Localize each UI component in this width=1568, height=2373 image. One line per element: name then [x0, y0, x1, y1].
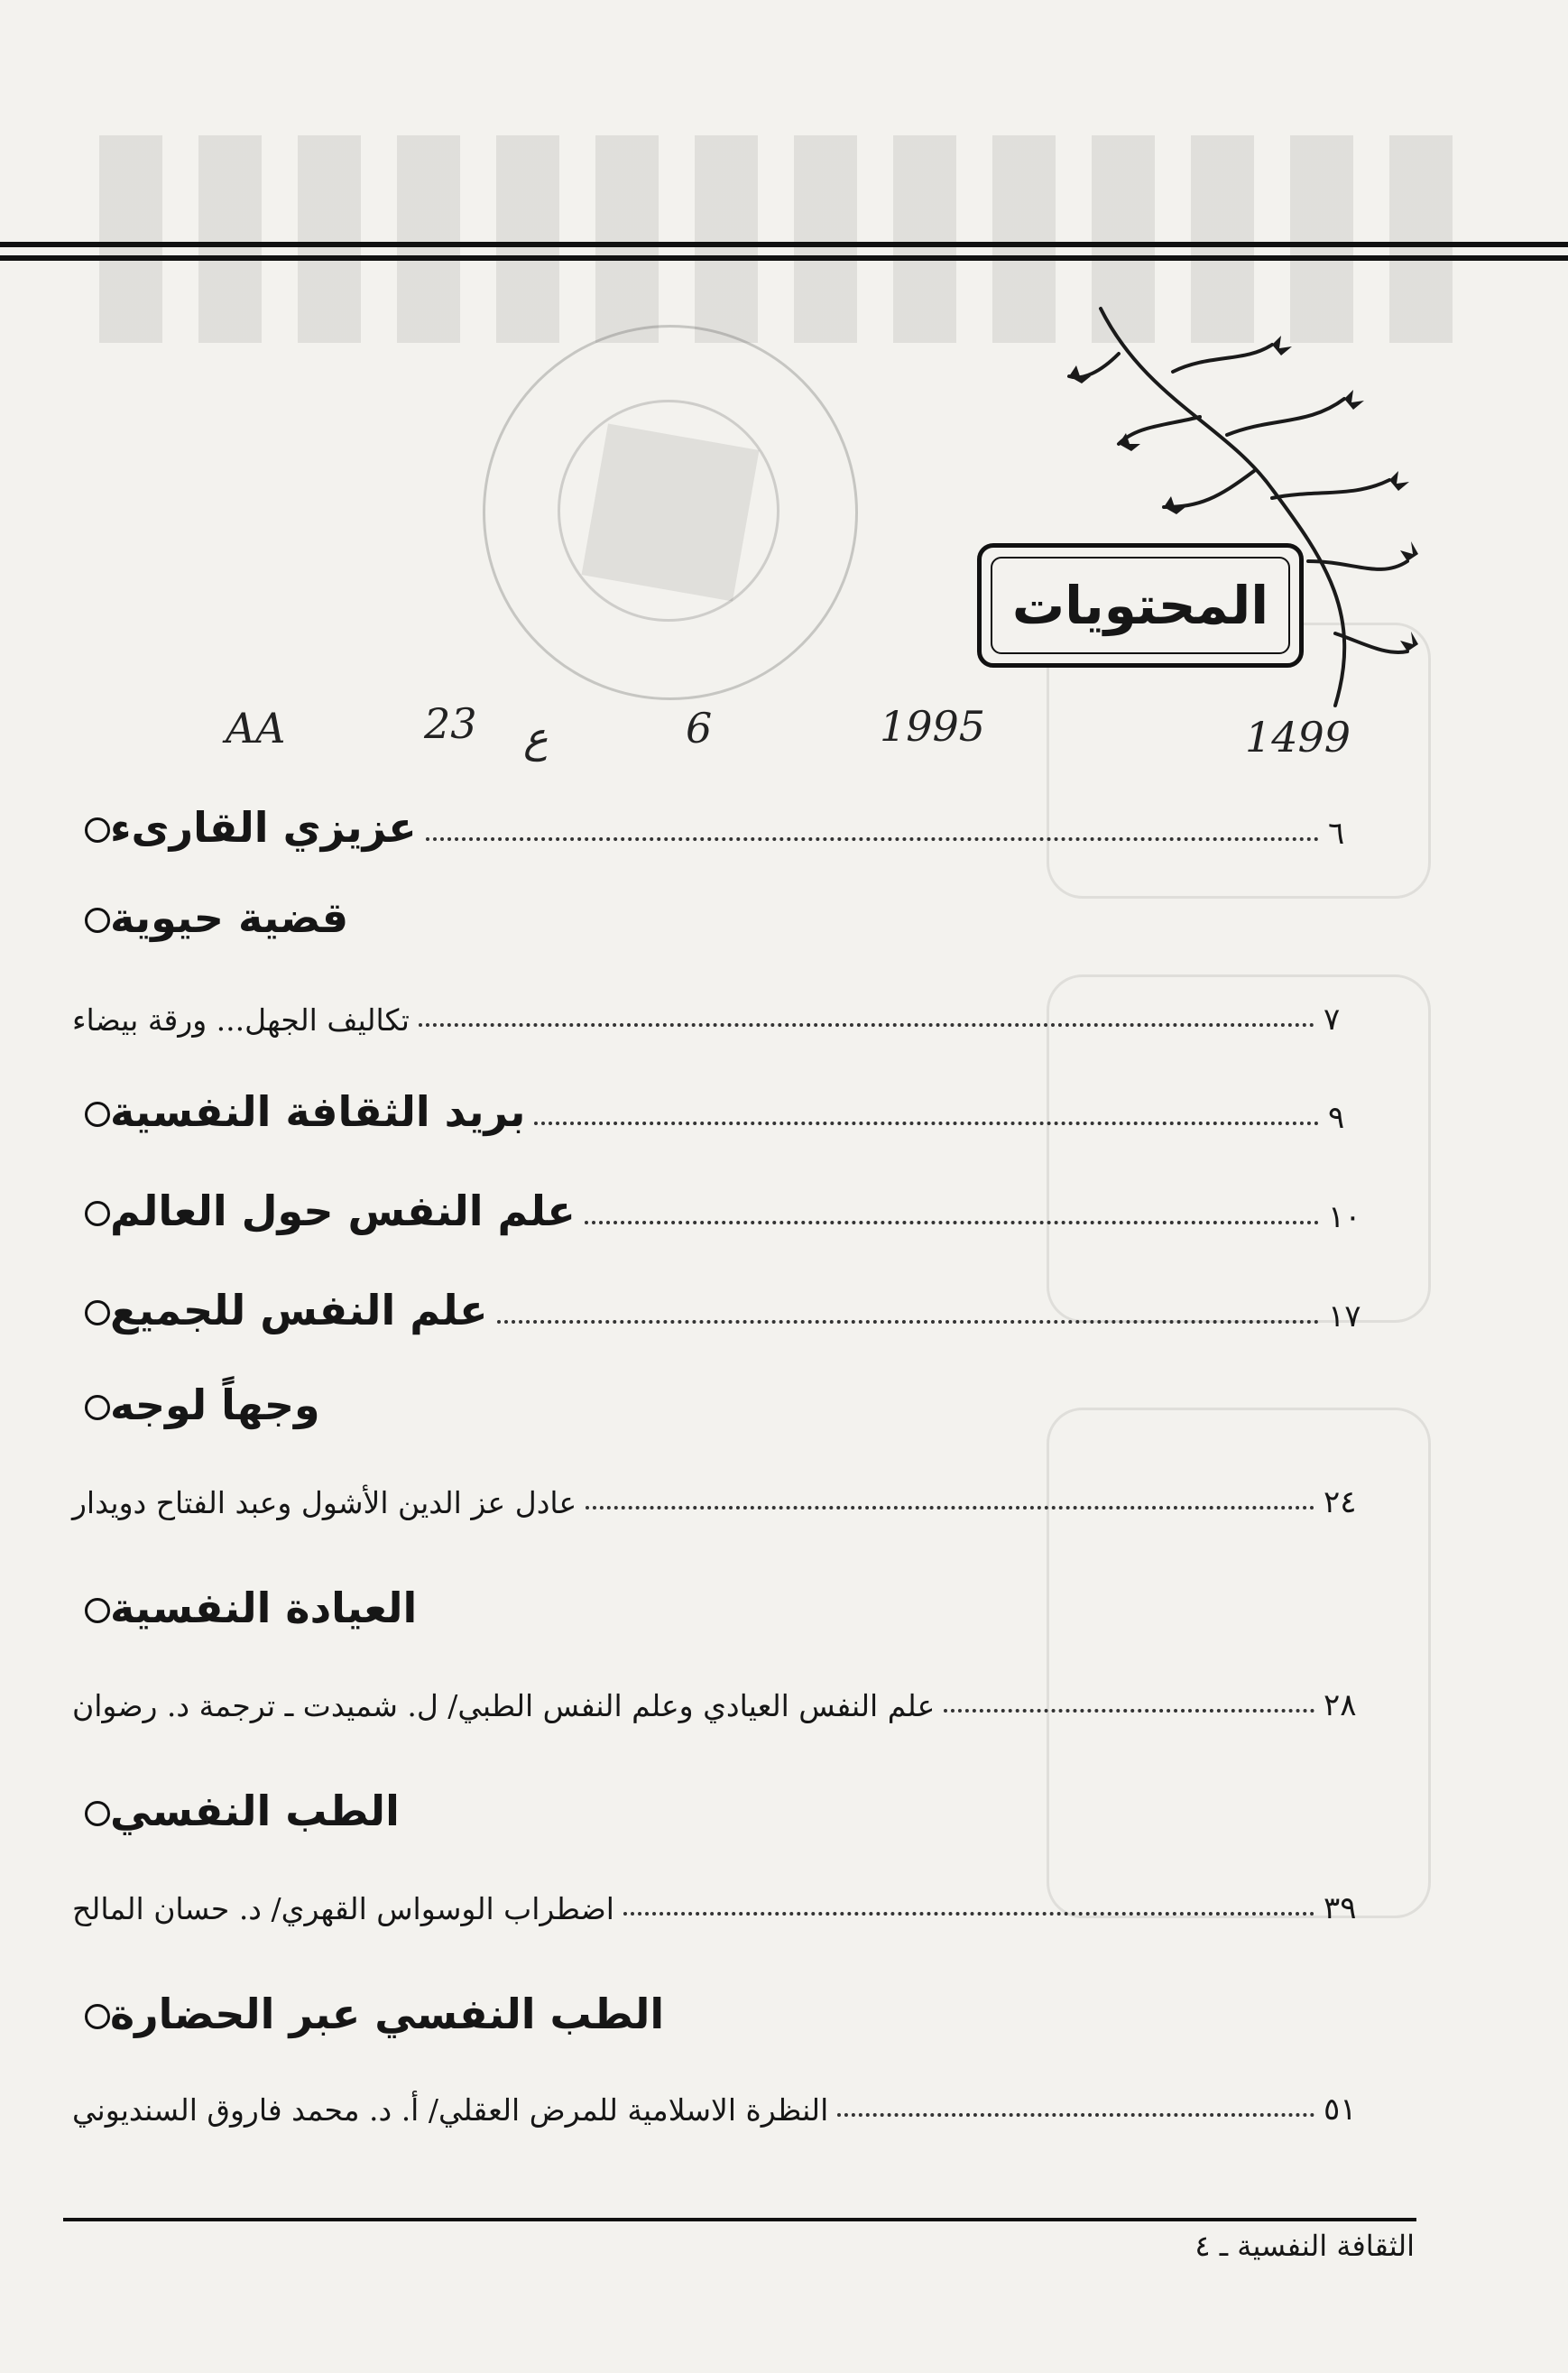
- toc-sub-entry[interactable]: [72, 2091, 1367, 2128]
- bullet-icon: [85, 1102, 110, 1127]
- toc-sub-entry-title: تكاليف الجهل... ورقة بيضاء: [72, 1002, 410, 1038]
- toc-sub-entry-title: اضطراب الوسواس القهري/ د. حسان المالح: [72, 1891, 614, 1926]
- dot-leader: [534, 1122, 1319, 1125]
- page-footer: الثقافة النفسية ـ ٤: [1194, 2229, 1415, 2263]
- page-title: المحتويات: [1011, 575, 1269, 636]
- contents-title-box: [977, 543, 1304, 668]
- toc-sub-entry-page: ٣٩: [1324, 1890, 1357, 1926]
- toc-entry-page: ٦: [1328, 816, 1345, 852]
- bullet-icon: [85, 908, 110, 933]
- toc-section-heading[interactable]: [72, 1584, 1371, 1632]
- toc-entry[interactable]: [72, 803, 1371, 852]
- bullet-icon: [85, 1801, 110, 1826]
- toc-section-heading[interactable]: [72, 1380, 1371, 1429]
- toc-section-title: الطب النفسي عبر الحضارة: [110, 1990, 665, 2038]
- toc-section-title: العيادة النفسية: [110, 1584, 418, 1632]
- toc-sub-entry-title: علم النفس العيادي وعلم النفس الطبي/ ل. شميدت ـ ترجمة د. رضوان: [72, 1688, 936, 1723]
- bullet-icon: [85, 1598, 110, 1623]
- toc-section-title: قضية حيوية: [110, 893, 349, 942]
- toc-sub-entry[interactable]: [72, 1484, 1367, 1520]
- toc-entry-page: ١٠: [1328, 1199, 1361, 1235]
- dot-leader: [837, 2113, 1314, 2117]
- toc-sub-entry-page: ٢٤: [1324, 1484, 1357, 1520]
- toc-entry[interactable]: [72, 1186, 1371, 1235]
- toc-section-title: وجهاً لوجه: [110, 1380, 320, 1429]
- toc-sub-entry-title: النظرة الاسلامية للمرض العقلي/ أ. د. محمد فاروق السنديوني: [72, 2092, 829, 2128]
- toc-section-heading[interactable]: [72, 1787, 1371, 1835]
- top-double-rule: [0, 242, 1568, 269]
- toc-entry-title: عزيزي القارىء: [110, 803, 417, 852]
- toc-sub-entry-page: ٥١: [1324, 2091, 1357, 2128]
- bullet-icon: [85, 1395, 110, 1420]
- toc-sub-entry[interactable]: [72, 1890, 1367, 1926]
- toc-section-title: الطب النفسي: [110, 1787, 400, 1835]
- bullet-icon: [85, 817, 110, 843]
- toc-entry[interactable]: [72, 1087, 1371, 1136]
- bullet-icon: [85, 1201, 110, 1226]
- footer-rule: [63, 2218, 1416, 2221]
- toc-entry-title: علم النفس للجميع: [110, 1286, 488, 1334]
- toc-sub-entry-page: ٧: [1324, 1002, 1341, 1038]
- toc-sub-entry[interactable]: [72, 1002, 1367, 1038]
- toc-sub-entry-title: عادل عز الدين الأشول وعبد الفتاح دويدار: [72, 1485, 577, 1520]
- toc-entry-page: ٩: [1328, 1100, 1345, 1136]
- handwritten-year: 1995: [880, 702, 986, 751]
- toc-entry[interactable]: [72, 1286, 1371, 1334]
- dot-leader: [426, 837, 1319, 841]
- toc-entry-title: بريد الثقافة النفسية: [110, 1087, 526, 1136]
- dot-leader: [585, 1221, 1319, 1224]
- dot-leader: [944, 1709, 1314, 1713]
- handwritten-number: 1499: [1245, 713, 1351, 762]
- handwritten-month: 6: [686, 704, 713, 753]
- library-stamp: [483, 325, 858, 700]
- toc-entry-page: ١٧: [1328, 1298, 1361, 1334]
- bullet-icon: [85, 2004, 110, 2029]
- toc-section-heading[interactable]: [72, 893, 1371, 942]
- toc-entry-title: علم النفس حول العالم: [110, 1186, 576, 1235]
- bullet-icon: [85, 1300, 110, 1325]
- toc-sub-entry-page: ٢٨: [1324, 1687, 1357, 1723]
- toc-sub-entry[interactable]: [72, 1687, 1367, 1723]
- dot-leader: [623, 1912, 1314, 1916]
- toc-section-heading[interactable]: [72, 1990, 1371, 2038]
- handwritten-mark: ع: [523, 713, 549, 762]
- handwritten-code: AA: [226, 704, 286, 753]
- dot-leader: [586, 1506, 1314, 1510]
- handwritten-day: 23: [424, 699, 477, 748]
- dot-leader: [419, 1023, 1314, 1027]
- dot-leader: [497, 1320, 1320, 1324]
